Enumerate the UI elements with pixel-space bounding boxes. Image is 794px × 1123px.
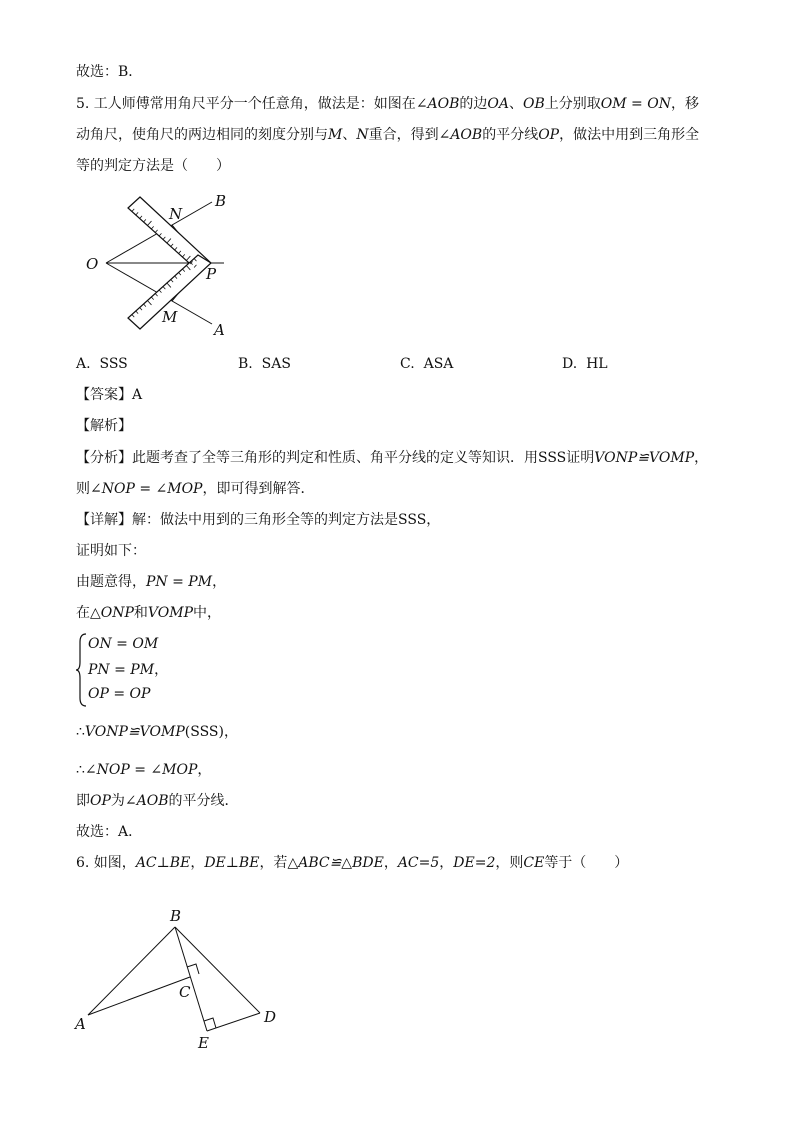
text: 上分别取 <box>544 96 601 112</box>
math: ∠AOB <box>415 96 460 112</box>
q5-stem-line3 <box>76 156 230 176</box>
q4-answer-text: 故选：B． <box>76 64 143 80</box>
math: PN = PM <box>146 574 213 590</box>
math: OA <box>487 96 510 112</box>
text: 和 <box>133 605 148 621</box>
math: ∠AOB <box>124 793 169 809</box>
equation-system <box>76 632 276 708</box>
text: 则 <box>76 481 90 497</box>
text: 【解析】 <box>76 418 132 434</box>
q5-stem-line2 <box>76 125 699 145</box>
text: 【答案】A <box>76 387 143 403</box>
option-text: HL <box>586 356 608 372</box>
text: 等于（ ） <box>544 855 629 871</box>
q5-in-triangles <box>76 603 221 623</box>
q5-conclusion1 <box>76 722 238 742</box>
math: OP <box>538 127 560 143</box>
label-B: B <box>170 907 182 925</box>
math: AC⊥BE <box>135 855 191 871</box>
label-A: A <box>214 321 225 339</box>
q5-answer-tag <box>76 385 142 405</box>
math: N <box>356 127 369 143</box>
text: ， <box>190 855 205 871</box>
text: ，若 <box>259 855 288 871</box>
math: OB <box>523 96 545 112</box>
option-letter: C. <box>400 356 415 372</box>
text: 的平分线 <box>482 127 539 143</box>
text: ，移 <box>670 96 699 112</box>
q5-conclusion3 <box>76 791 239 811</box>
math: OP <box>90 793 111 809</box>
text: ， <box>439 855 454 871</box>
text: 6. 如图， <box>76 855 136 871</box>
equation-row: OP = OP <box>88 686 151 702</box>
text: 动角尺，使角尺的两边相同的刻度分别与 <box>76 127 328 143</box>
option-d[interactable] <box>562 354 608 374</box>
q5-fenxi-line1 <box>76 448 708 468</box>
math: DE=2 <box>453 855 496 871</box>
text: ， <box>383 855 398 871</box>
math: ∠NOP = ∠MOP <box>90 481 203 497</box>
text: 、 <box>342 127 357 143</box>
text: 为 <box>110 793 125 809</box>
option-b[interactable] <box>238 354 291 374</box>
text: 5. 工人师傅常用角尺平分一个任意角，做法是：如图在 <box>76 96 416 112</box>
text: 证明如下： <box>76 543 146 559</box>
q5-given <box>76 572 226 592</box>
text: 、 <box>509 96 524 112</box>
math: △ONP <box>90 605 134 621</box>
text: ∴ <box>76 762 85 778</box>
q5-fenxi-line2 <box>76 479 314 499</box>
math: VONP≌VOMP <box>84 724 185 740</box>
text: 等的判定方法是（ ） <box>76 158 230 174</box>
math: PN = PM <box>88 662 155 678</box>
label-N: N <box>169 205 183 223</box>
q4-answer <box>76 62 142 82</box>
text: 【分析】此题考查了全等三角形的判定和性质、角平分线的定义等知识．用SSS证明 <box>76 450 595 466</box>
option-text: SAS <box>261 356 291 372</box>
text: 即 <box>76 793 90 809</box>
math: OM = ON <box>600 96 671 112</box>
q5-proof-intro <box>76 541 146 561</box>
label-P: P <box>206 265 217 283</box>
text: 的平分线． <box>168 793 239 809</box>
text: 重合，得到 <box>368 127 439 143</box>
label-B: B <box>215 192 227 210</box>
option-text: ASA <box>423 356 454 372</box>
math: CE <box>523 855 545 871</box>
text: (SSS) <box>184 724 224 740</box>
label-E: E <box>198 1034 209 1052</box>
math: VONP≌VOMP <box>594 450 695 466</box>
option-a[interactable] <box>76 354 128 374</box>
text: ，即可得到解答． <box>202 481 315 497</box>
q5-answer <box>76 822 142 842</box>
label-O: O <box>86 255 99 273</box>
text: ，做法中用到三角形全 <box>559 127 700 143</box>
math: M <box>328 127 343 143</box>
label-C: C <box>179 983 191 1001</box>
option-letter: A. <box>76 356 91 372</box>
math: AC=5 <box>397 855 440 871</box>
text: ∴ <box>76 724 85 740</box>
option-letter: D. <box>562 356 578 372</box>
option-letter: B. <box>238 356 253 372</box>
text: 由题意得， <box>76 574 146 590</box>
q5-stem-line1 <box>76 94 699 114</box>
segment-ac <box>88 977 190 1015</box>
text: ， <box>223 724 238 740</box>
text: ，则 <box>495 855 524 871</box>
label-D: D <box>264 1008 277 1026</box>
segment-ab <box>88 927 175 1015</box>
text: ， <box>694 450 709 466</box>
label-M: M <box>162 308 178 326</box>
label-A: A <box>75 1015 86 1033</box>
math: ∠NOP = ∠MOP <box>84 762 198 778</box>
q5-conclusion2 <box>76 760 211 780</box>
q5-detail <box>76 510 440 530</box>
option-c[interactable] <box>400 354 453 374</box>
text: 故选：A． <box>76 824 143 840</box>
text: 中， <box>193 605 222 621</box>
q5-analysis-tag <box>76 416 132 436</box>
math: ∠AOB <box>438 127 483 143</box>
text: ， <box>154 662 169 678</box>
text: 在 <box>76 605 90 621</box>
text: ， <box>212 574 227 590</box>
text: 的边 <box>459 96 488 112</box>
equation-row <box>88 660 168 680</box>
math: DE⊥BE <box>204 855 260 871</box>
q5-figure <box>80 188 260 343</box>
equation-row: ON = OM <box>88 636 159 652</box>
q6-stem <box>76 853 628 873</box>
q6-figure <box>70 905 290 1055</box>
math: VOMP <box>147 605 194 621</box>
math: △ABC≌△BDE <box>287 855 384 871</box>
option-text: SSS <box>99 356 128 372</box>
segment-ed <box>207 1013 260 1031</box>
left-brace <box>76 632 88 708</box>
text: 【详解】解：做法中用到的三角形全等的判定方法是SSS， <box>76 512 441 528</box>
text: ， <box>197 762 212 778</box>
